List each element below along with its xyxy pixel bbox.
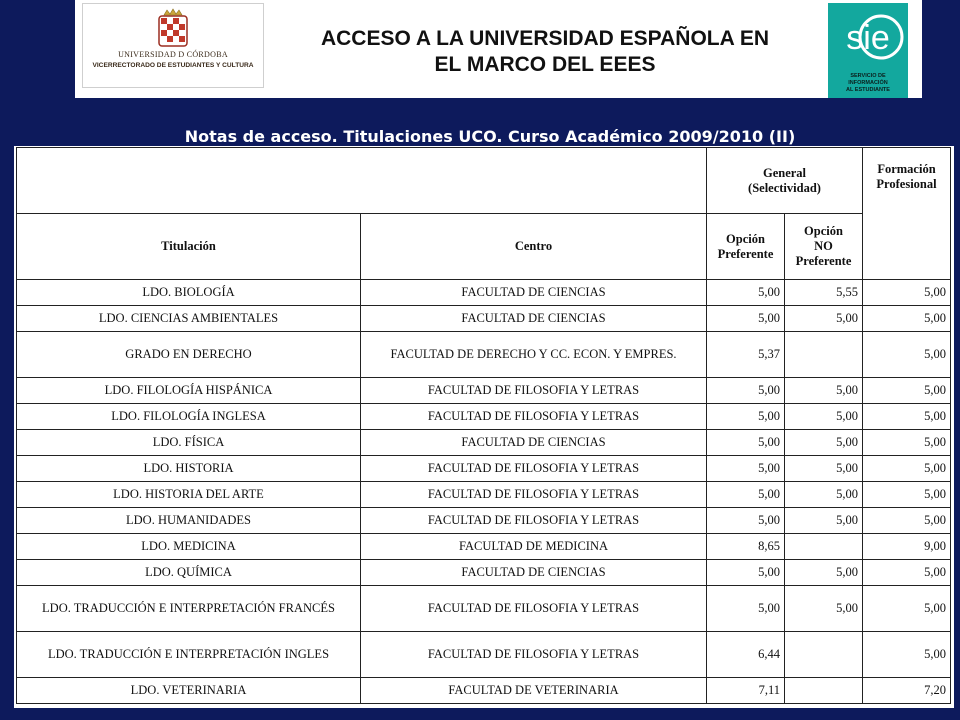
cell-opcion-no-preferente bbox=[785, 332, 863, 378]
sie-logo-mark-icon bbox=[828, 3, 908, 73]
cell-titulacion: GRADO EN DERECHO bbox=[17, 332, 361, 378]
cell-opcion-no-preferente: 5,00 bbox=[785, 378, 863, 404]
cell-formacion-profesional: 5,00 bbox=[863, 332, 951, 378]
page-title-line2: EL MARCO DEL EEES bbox=[434, 53, 656, 76]
cell-centro: FACULTAD DE CIENCIAS bbox=[361, 280, 707, 306]
cell-formacion-profesional: 5,00 bbox=[863, 456, 951, 482]
sie-caption-line3: AL ESTUDIANTE bbox=[846, 87, 890, 93]
cell-opcion-preferente: 6,44 bbox=[707, 632, 785, 678]
cell-titulacion: LDO. HISTORIA DEL ARTE bbox=[17, 482, 361, 508]
table-row bbox=[17, 586, 951, 632]
cell-opcion-no-preferente: 5,00 bbox=[785, 508, 863, 534]
uco-logo-name: UNIVERSIDAD D CÓRDOBA bbox=[118, 50, 228, 59]
cell-centro: FACULTAD DE FILOSOFIA Y LETRAS bbox=[361, 586, 707, 632]
cell-opcion-preferente: 5,00 bbox=[707, 404, 785, 430]
table-row bbox=[17, 404, 951, 430]
sie-logo bbox=[828, 3, 908, 98]
uco-shield-icon bbox=[155, 8, 191, 48]
col-header-centro: Centro bbox=[361, 214, 707, 280]
col-nopref-line1: Opción bbox=[804, 224, 843, 238]
group-fp-line2: Profesional bbox=[876, 177, 937, 191]
cell-titulacion: LDO. CIENCIAS AMBIENTALES bbox=[17, 306, 361, 332]
table-row bbox=[17, 306, 951, 332]
cell-centro: FACULTAD DE VETERINARIA bbox=[361, 678, 707, 704]
col-header-titulacion: Titulación bbox=[17, 214, 361, 280]
col-nopref-line3: Preferente bbox=[795, 254, 852, 268]
cell-titulacion: LDO. QUÍMICA bbox=[17, 560, 361, 586]
cell-titulacion: LDO. TRADUCCIÓN E INTERPRETACIÓN INGLES bbox=[17, 632, 361, 678]
cell-formacion-profesional: 5,00 bbox=[863, 632, 951, 678]
uco-logo bbox=[82, 3, 264, 88]
col-preferente-line2: Preferente bbox=[717, 246, 774, 261]
table-row bbox=[17, 508, 951, 534]
cell-titulacion: LDO. HISTORIA bbox=[17, 456, 361, 482]
sie-logo-caption bbox=[828, 73, 908, 94]
cell-titulacion: LDO. TRADUCCIÓN E INTERPRETACIÓN FRANCÉS bbox=[17, 586, 361, 632]
cell-titulacion: LDO. FILOLOGÍA HISPÁNICA bbox=[17, 378, 361, 404]
table-row bbox=[17, 678, 951, 704]
sie-caption-line1: SERVICIO DE bbox=[850, 73, 886, 79]
cell-formacion-profesional: 5,00 bbox=[863, 404, 951, 430]
table-row bbox=[17, 456, 951, 482]
cell-centro: FACULTAD DE MEDICINA bbox=[361, 534, 707, 560]
cell-titulacion: LDO. MEDICINA bbox=[17, 534, 361, 560]
cell-centro: FACULTAD DE FILOSOFIA Y LETRAS bbox=[361, 378, 707, 404]
cell-centro: FACULTAD DE CIENCIAS bbox=[361, 430, 707, 456]
cell-centro: FACULTAD DE FILOSOFIA Y LETRAS bbox=[361, 482, 707, 508]
cell-formacion-profesional: 5,00 bbox=[863, 482, 951, 508]
cell-opcion-preferente: 7,11 bbox=[707, 678, 785, 704]
table-row bbox=[17, 482, 951, 508]
cell-centro: FACULTAD DE CIENCIAS bbox=[361, 560, 707, 586]
cell-titulacion: LDO. FILOLOGÍA INGLESA bbox=[17, 404, 361, 430]
cell-opcion-no-preferente: 5,00 bbox=[785, 456, 863, 482]
cell-titulacion: LDO. BIOLOGÍA bbox=[17, 280, 361, 306]
table-row bbox=[17, 332, 951, 378]
cell-opcion-no-preferente: 5,00 bbox=[785, 560, 863, 586]
cell-centro: FACULTAD DE CIENCIAS bbox=[361, 306, 707, 332]
cell-centro: FACULTAD DE DERECHO Y CC. ECON. Y EMPRES. bbox=[361, 332, 707, 378]
cell-titulacion: LDO. VETERINARIA bbox=[17, 678, 361, 704]
page-title bbox=[270, 26, 820, 78]
cell-formacion-profesional: 5,00 bbox=[863, 280, 951, 306]
cell-centro: FACULTAD DE FILOSOFIA Y LETRAS bbox=[361, 632, 707, 678]
cell-centro: FACULTAD DE FILOSOFIA Y LETRAS bbox=[361, 456, 707, 482]
cell-opcion-preferente: 5,00 bbox=[707, 306, 785, 332]
sie-brand-text: sie bbox=[846, 19, 890, 57]
cell-opcion-preferente: 5,00 bbox=[707, 430, 785, 456]
col-header-preferente bbox=[707, 214, 785, 280]
cell-opcion-preferente: 5,00 bbox=[707, 586, 785, 632]
group-header-general bbox=[707, 148, 863, 214]
cell-formacion-profesional: 5,00 bbox=[863, 378, 951, 404]
group-general-line1: General bbox=[762, 165, 807, 180]
table-row bbox=[17, 534, 951, 560]
cell-centro: FACULTAD DE FILOSOFIA Y LETRAS bbox=[361, 404, 707, 430]
table-row bbox=[17, 378, 951, 404]
cell-formacion-profesional: 7,20 bbox=[863, 678, 951, 704]
cell-opcion-no-preferente: 5,00 bbox=[785, 482, 863, 508]
cell-titulacion: LDO. HUMANIDADES bbox=[17, 508, 361, 534]
table-container bbox=[14, 146, 954, 708]
cell-formacion-profesional: 5,00 bbox=[863, 586, 951, 632]
cell-formacion-profesional: 5,00 bbox=[863, 508, 951, 534]
cell-opcion-preferente: 5,00 bbox=[707, 280, 785, 306]
cell-titulacion: LDO. FÍSICA bbox=[17, 430, 361, 456]
table-row bbox=[17, 430, 951, 456]
col-nopref-line2: NO bbox=[814, 239, 833, 253]
group-general-line2: (Selectividad) bbox=[748, 180, 821, 195]
cell-opcion-no-preferente bbox=[785, 534, 863, 560]
cell-opcion-no-preferente: 5,55 bbox=[785, 280, 863, 306]
uco-logo-department: VICERRECTORADO DE ESTUDIANTES Y CULTURA bbox=[92, 62, 254, 69]
cell-opcion-no-preferente: 5,00 bbox=[785, 306, 863, 332]
cell-opcion-preferente: 5,00 bbox=[707, 456, 785, 482]
cell-formacion-profesional: 5,00 bbox=[863, 306, 951, 332]
header-divider bbox=[75, 96, 922, 98]
cell-opcion-no-preferente bbox=[785, 678, 863, 704]
cell-formacion-profesional: 5,00 bbox=[863, 430, 951, 456]
cell-formacion-profesional: 9,00 bbox=[863, 534, 951, 560]
group-fp-line1: Formación bbox=[877, 162, 936, 176]
cell-opcion-preferente: 5,37 bbox=[707, 332, 785, 378]
access-grades-table bbox=[16, 147, 951, 704]
cell-opcion-preferente: 8,65 bbox=[707, 534, 785, 560]
table-column-header-row bbox=[17, 214, 951, 280]
cell-opcion-no-preferente: 5,00 bbox=[785, 586, 863, 632]
table-row bbox=[17, 560, 951, 586]
table-group-header-row bbox=[17, 148, 951, 214]
table-row bbox=[17, 632, 951, 678]
cell-opcion-preferente: 5,00 bbox=[707, 508, 785, 534]
cell-opcion-preferente: 5,00 bbox=[707, 378, 785, 404]
cell-opcion-preferente: 5,00 bbox=[707, 482, 785, 508]
table-row bbox=[17, 280, 951, 306]
cell-opcion-no-preferente bbox=[785, 632, 863, 678]
cell-opcion-preferente: 5,00 bbox=[707, 560, 785, 586]
col-preferente-line1: Opción bbox=[726, 231, 765, 246]
page-title-line1: ACCESO A LA UNIVERSIDAD ESPAÑOLA EN bbox=[320, 27, 770, 50]
table-subtitle: Notas de acceso. Titulaciones UCO. Curso Académico 2009/2010 (II) bbox=[184, 127, 796, 146]
col-header-no-preferente bbox=[785, 214, 863, 280]
cell-opcion-no-preferente: 5,00 bbox=[785, 404, 863, 430]
sie-caption-line2: INFORMACIÓN bbox=[848, 80, 888, 86]
group-header-fp bbox=[863, 148, 951, 280]
cell-opcion-no-preferente: 5,00 bbox=[785, 430, 863, 456]
cell-centro: FACULTAD DE FILOSOFIA Y LETRAS bbox=[361, 508, 707, 534]
blank-header-cell bbox=[17, 148, 707, 214]
cell-formacion-profesional: 5,00 bbox=[863, 560, 951, 586]
